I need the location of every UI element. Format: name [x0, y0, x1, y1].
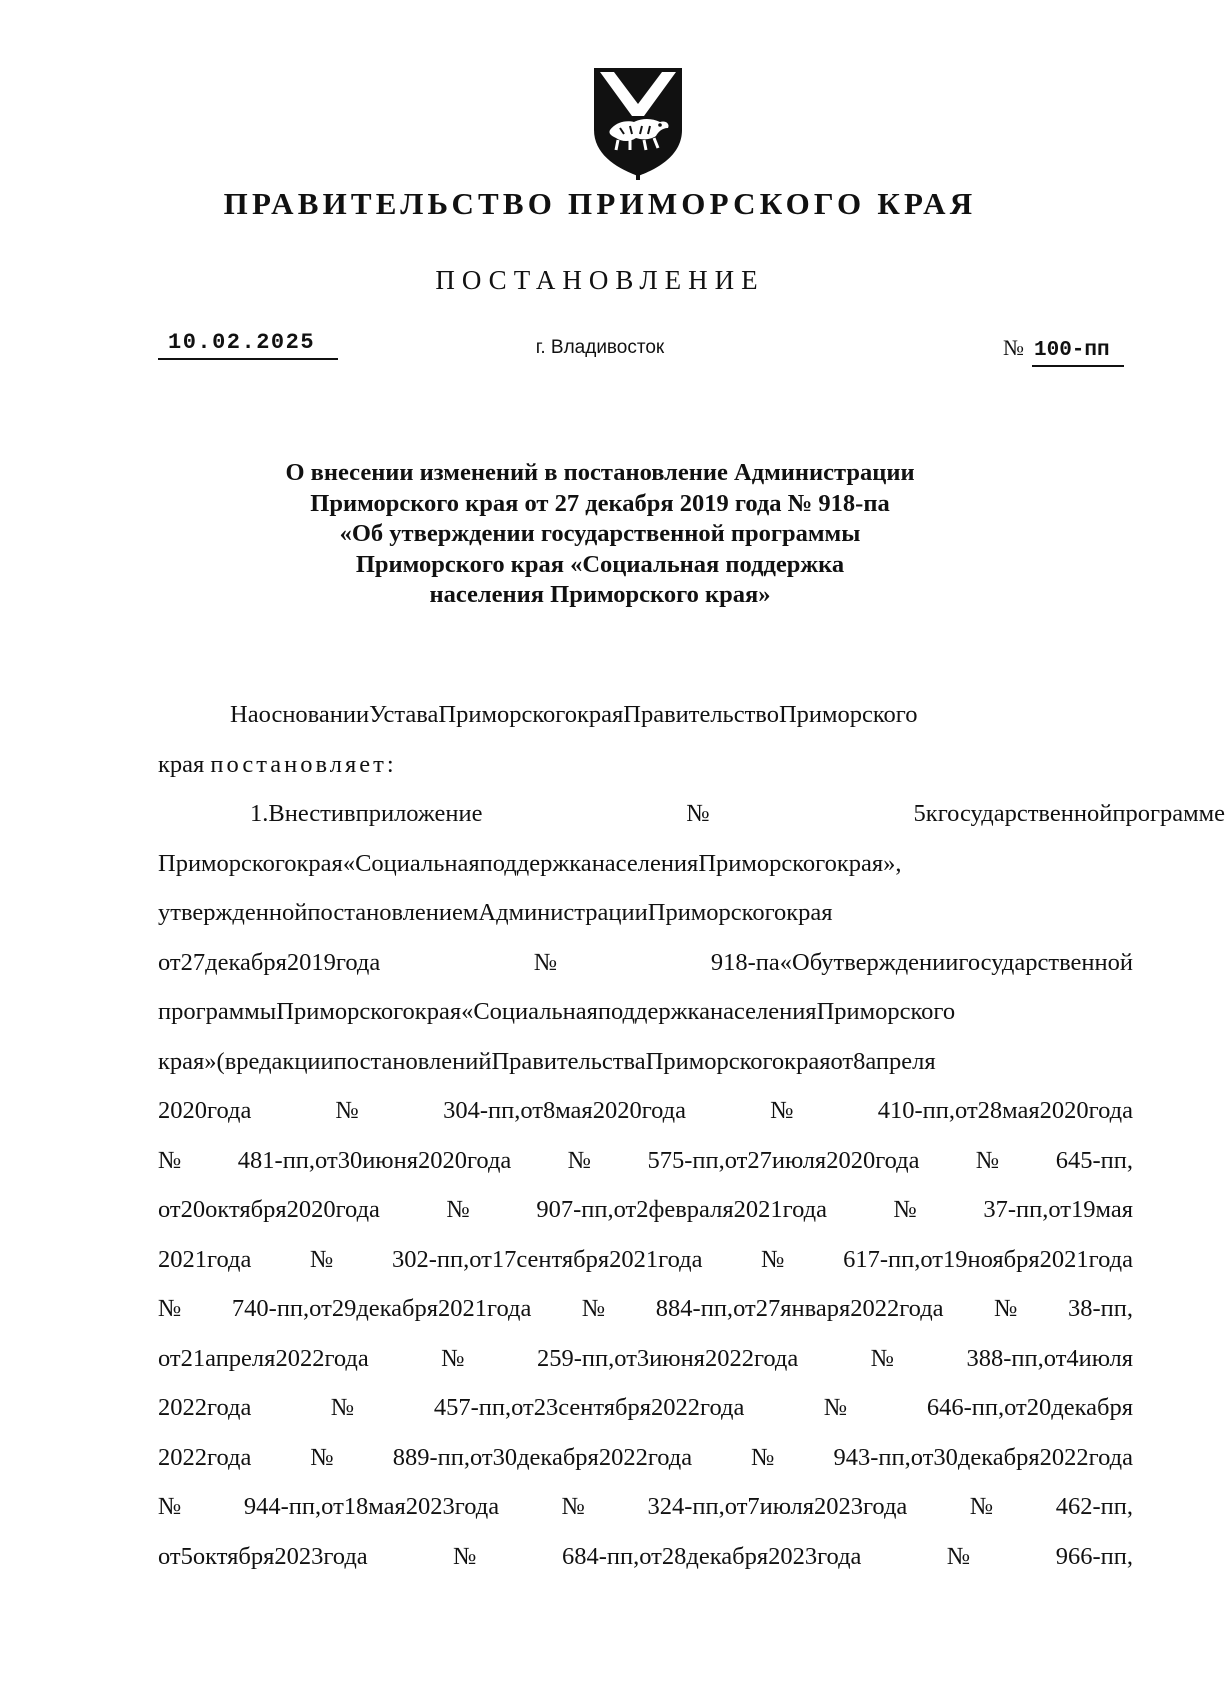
word: №: [367, 1542, 562, 1570]
word: края: [576, 701, 624, 728]
word: 2022: [275, 1344, 325, 1372]
word: июля: [1078, 1344, 1133, 1372]
word: 2022: [1039, 1443, 1089, 1471]
word: 259-пп,: [537, 1344, 615, 1372]
word: 29: [331, 1295, 357, 1322]
word: 2023: [274, 1542, 324, 1570]
word: от: [955, 1097, 978, 1124]
word: приложение: [355, 800, 483, 827]
word: №: [158, 1493, 244, 1520]
word: 8: [542, 1097, 556, 1124]
word: 2022: [704, 1344, 754, 1372]
word: «Социальная: [342, 849, 480, 877]
word: декабря: [686, 1542, 769, 1570]
word: от: [920, 1245, 944, 1273]
word: от: [733, 1295, 756, 1322]
word: утверждении: [821, 948, 959, 976]
word: №: [251, 1443, 393, 1471]
word: 2020: [286, 1196, 336, 1223]
word: июня: [649, 1344, 705, 1372]
word: 20: [1026, 1394, 1052, 1421]
word: года: [753, 1344, 799, 1372]
word: 4: [1066, 1344, 1079, 1372]
word: ноября: [967, 1245, 1040, 1273]
word: утвержденной: [158, 899, 308, 926]
word: населения: [591, 849, 699, 877]
number-sign: №: [1003, 335, 1024, 360]
word: года: [466, 1146, 512, 1174]
word: 575-пп,: [647, 1146, 725, 1174]
word: 2022: [158, 1443, 207, 1471]
word: На: [230, 701, 259, 728]
word: 28: [977, 1097, 1003, 1124]
word: «Социальная: [461, 998, 598, 1025]
heading-line: О внесении изменений в постановление Администрации: [285, 459, 915, 486]
word: от: [639, 1542, 662, 1570]
word: №: [251, 1245, 392, 1273]
word: 2020: [158, 1097, 207, 1124]
heading-line: населения Приморского края»: [429, 581, 771, 608]
word: 1.: [250, 800, 269, 827]
word: №: [511, 1146, 648, 1174]
word: 907-пп,: [536, 1196, 614, 1223]
word: программе: [1112, 800, 1225, 827]
preamble-line: [158, 690, 1205, 740]
decree-verb: постановляет:: [210, 750, 397, 778]
word: 2023: [768, 1542, 818, 1570]
word: №: [482, 800, 914, 827]
word: декабря: [957, 1443, 1040, 1471]
word: года: [335, 948, 381, 976]
word: 304-пп,: [443, 1097, 521, 1124]
item-line: [158, 1284, 1133, 1334]
word: 884-пп,: [655, 1295, 734, 1322]
word: года: [875, 1146, 920, 1174]
word: 5: [913, 800, 926, 827]
word: 302-пп,: [391, 1245, 470, 1273]
word: года: [324, 1344, 369, 1372]
word: государственной: [958, 948, 1133, 976]
word: Внести: [268, 800, 345, 827]
word: Приморского: [778, 701, 918, 728]
word: 5: [180, 1542, 193, 1570]
word: 2023: [405, 1493, 455, 1520]
word: от: [910, 1443, 934, 1471]
word: 2021: [1039, 1245, 1089, 1273]
government-title: ПРАВИТЕЛЬСТВО ПРИМОРСКОГО КРАЯ: [223, 186, 977, 221]
word: июня: [362, 1146, 418, 1174]
word: 2023: [813, 1493, 863, 1520]
word: 2021: [733, 1196, 783, 1223]
word: №: [158, 1146, 238, 1174]
word: года: [899, 1295, 944, 1322]
word: мая: [1095, 1196, 1133, 1223]
word: края»: [158, 1047, 217, 1075]
word: года: [782, 1196, 827, 1223]
word: от: [1043, 1344, 1067, 1372]
word: года: [454, 1493, 500, 1520]
word: 410-пп,: [877, 1097, 956, 1124]
word: от: [309, 1295, 332, 1322]
word: 30: [492, 1443, 518, 1471]
word: «Об: [779, 948, 822, 976]
word: года: [1088, 1097, 1133, 1124]
word: 2022: [651, 1394, 701, 1421]
word: 2021: [158, 1245, 207, 1273]
word: Правительство: [623, 701, 779, 728]
word: Администрации: [478, 899, 648, 926]
word: 2021: [609, 1245, 659, 1273]
word: 8: [853, 1047, 866, 1075]
item-line: [158, 987, 1133, 1037]
word: года: [207, 1097, 252, 1124]
document-body: [158, 690, 1225, 1581]
word: к: [925, 800, 938, 827]
word: №: [861, 1542, 1056, 1570]
word: 889-пп,: [392, 1443, 470, 1471]
word: постановлений: [333, 1047, 492, 1075]
item-line: [158, 1235, 1133, 1285]
word: года: [487, 1295, 532, 1322]
word: года: [1088, 1443, 1133, 1471]
word: поддержка: [597, 998, 710, 1025]
coat-of-arms-emblem: [590, 64, 686, 180]
word: июля: [759, 1493, 814, 1520]
word: 617-пп,: [843, 1245, 921, 1273]
word: от: [315, 1146, 338, 1174]
word: февраля: [648, 1196, 734, 1223]
word: декабря: [356, 1295, 439, 1322]
word: от: [511, 1394, 534, 1421]
word: Правительства: [491, 1047, 646, 1075]
document-date: 10.02.2025: [158, 328, 338, 360]
item-line: [158, 938, 1133, 988]
word: декабря: [517, 1443, 599, 1471]
word: декабря: [1051, 1394, 1133, 1421]
word: 2020: [826, 1146, 876, 1174]
word: №: [686, 1097, 878, 1124]
word: края: [296, 849, 343, 877]
word: Приморского: [276, 998, 415, 1025]
word: года: [323, 1542, 368, 1570]
word: Устава: [369, 701, 439, 728]
document-number: [1003, 334, 1133, 367]
item-line: [158, 1482, 1133, 1532]
word: 388-пп,: [966, 1344, 1044, 1372]
word: Приморского: [698, 849, 837, 877]
word: от: [830, 1047, 854, 1075]
word: 3: [636, 1344, 650, 1372]
word: 918-па: [710, 948, 780, 976]
word: года: [1088, 1245, 1133, 1273]
word: 18: [343, 1493, 369, 1520]
word: 462-пп,: [1055, 1493, 1133, 1520]
word: Приморского: [158, 849, 297, 877]
word: 943-пп,: [833, 1443, 911, 1471]
word: постановлением: [307, 899, 479, 926]
number-value: 100-пп: [1032, 337, 1124, 367]
item-line: [158, 1334, 1133, 1384]
word: мая: [555, 1097, 593, 1124]
heading-line: Приморского края «Социальная поддержка: [355, 550, 845, 578]
word: года: [335, 1196, 380, 1223]
word: от: [469, 1245, 492, 1273]
word: мая: [368, 1493, 406, 1520]
word: 27: [755, 1295, 781, 1322]
heading-line: Приморского края от 27 декабря 2019 года № 918-па: [310, 489, 890, 517]
word: 20: [180, 1196, 206, 1223]
word: 2020: [592, 1097, 642, 1124]
word: 457-пп,: [433, 1394, 512, 1421]
word: в: [344, 800, 356, 827]
word: сентября: [516, 1245, 610, 1273]
word: 646-пп,: [926, 1394, 1005, 1421]
word: Приморского: [647, 899, 787, 926]
item-line: [158, 1383, 1133, 1433]
word: 37-пп,: [983, 1196, 1049, 1223]
word: 27: [180, 948, 206, 976]
word: 944-пп,: [243, 1493, 322, 1520]
word: от: [724, 1146, 748, 1174]
word: от: [158, 1344, 181, 1372]
word: от: [469, 1443, 493, 1471]
word: 2020: [417, 1146, 467, 1174]
word: 2022: [598, 1443, 648, 1471]
word: №: [158, 1295, 232, 1322]
word: №: [531, 1295, 656, 1322]
word: №: [702, 1245, 844, 1273]
word: №: [826, 1196, 984, 1223]
word: №: [943, 1295, 1068, 1322]
word: 19: [943, 1245, 968, 1273]
word: года: [641, 1097, 687, 1124]
word: поддержка: [479, 849, 592, 877]
word: 21: [180, 1344, 206, 1372]
word: 30: [933, 1443, 958, 1471]
word: программы: [158, 998, 277, 1025]
word: 966-пп,: [1055, 1542, 1133, 1570]
word: года: [862, 1493, 908, 1520]
preamble-prefix: края: [158, 750, 205, 778]
word: от: [158, 1196, 181, 1223]
document-type: ПОСТАНОВЛЕНИЕ: [435, 265, 765, 295]
word: от: [724, 1493, 748, 1520]
item-line: [158, 1185, 1133, 1235]
item-line: [158, 1433, 1133, 1483]
word: населения: [709, 998, 817, 1025]
word: №: [499, 1493, 648, 1520]
word: государственной: [937, 800, 1113, 827]
word: от: [614, 1344, 637, 1372]
word: года: [207, 1443, 252, 1471]
word: октября: [192, 1542, 275, 1570]
item-line: [158, 1532, 1133, 1582]
word: 2020: [1039, 1097, 1089, 1124]
word: октября: [205, 1196, 287, 1223]
item-line: [158, 1136, 1133, 1186]
word: от: [613, 1196, 637, 1223]
word: года: [700, 1394, 745, 1421]
word: апреля: [865, 1047, 936, 1075]
word: 27: [747, 1146, 772, 1174]
word: года: [658, 1245, 703, 1273]
word: от: [158, 948, 181, 976]
word: от: [1048, 1196, 1072, 1223]
heading-line: «Об утверждении государственной программы: [339, 520, 861, 547]
word: от: [520, 1097, 543, 1124]
word: №: [744, 1394, 927, 1421]
item-line: [158, 839, 1133, 889]
word: 740-пп,: [231, 1295, 310, 1322]
word: (в: [216, 1047, 237, 1075]
word: края: [414, 998, 462, 1025]
word: края: [784, 1047, 831, 1075]
word: января: [780, 1295, 851, 1322]
word: апреля: [205, 1344, 276, 1372]
item-line: [158, 888, 1133, 938]
word: №: [380, 948, 711, 976]
word: декабря: [205, 948, 287, 976]
word: 2022: [158, 1394, 207, 1421]
word: 2021: [438, 1295, 488, 1322]
item-line: [158, 1086, 1133, 1136]
word: года: [647, 1443, 693, 1471]
item-line: [158, 789, 1225, 839]
document-heading: [0, 458, 1200, 611]
word: №: [251, 1097, 444, 1124]
word: 17: [491, 1245, 517, 1273]
word: 645-пп,: [1055, 1146, 1133, 1174]
word: 7: [747, 1493, 760, 1520]
word: 30: [337, 1146, 363, 1174]
word: 684-пп,: [561, 1542, 640, 1570]
word: 23: [533, 1394, 559, 1421]
word: сентября: [558, 1394, 652, 1421]
word: 2022: [850, 1295, 900, 1322]
word: края: [786, 899, 833, 926]
item-line: [158, 1037, 1133, 1087]
word: июля: [771, 1146, 827, 1174]
word: 28: [661, 1542, 687, 1570]
word: 19: [1071, 1196, 1096, 1223]
word: Приморского: [438, 701, 577, 728]
word: основании: [258, 701, 370, 728]
word: №: [251, 1394, 434, 1421]
word: №: [798, 1344, 967, 1372]
word: редакции: [236, 1047, 334, 1075]
preamble-line: [158, 740, 1133, 790]
word: 2019: [286, 948, 336, 976]
word: от: [158, 1542, 181, 1570]
word: года: [207, 1245, 252, 1273]
word: №: [368, 1344, 537, 1372]
document-city: г. Владивосток: [535, 337, 665, 358]
word: года: [817, 1542, 862, 1570]
word: года: [207, 1394, 252, 1421]
word: №: [919, 1146, 1056, 1174]
word: мая: [1002, 1097, 1040, 1124]
word: №: [907, 1493, 1056, 1520]
word: 2: [636, 1196, 649, 1223]
word: Приморского: [816, 998, 956, 1025]
word: №: [379, 1196, 537, 1223]
word: 324-пп,: [647, 1493, 725, 1520]
word: от: [321, 1493, 344, 1520]
word: края»,: [836, 849, 902, 877]
word: 38-пп,: [1067, 1295, 1133, 1322]
word: Приморского: [645, 1047, 785, 1075]
word: от: [1004, 1394, 1027, 1421]
word: 481-пп,: [237, 1146, 316, 1174]
word: №: [692, 1443, 834, 1471]
